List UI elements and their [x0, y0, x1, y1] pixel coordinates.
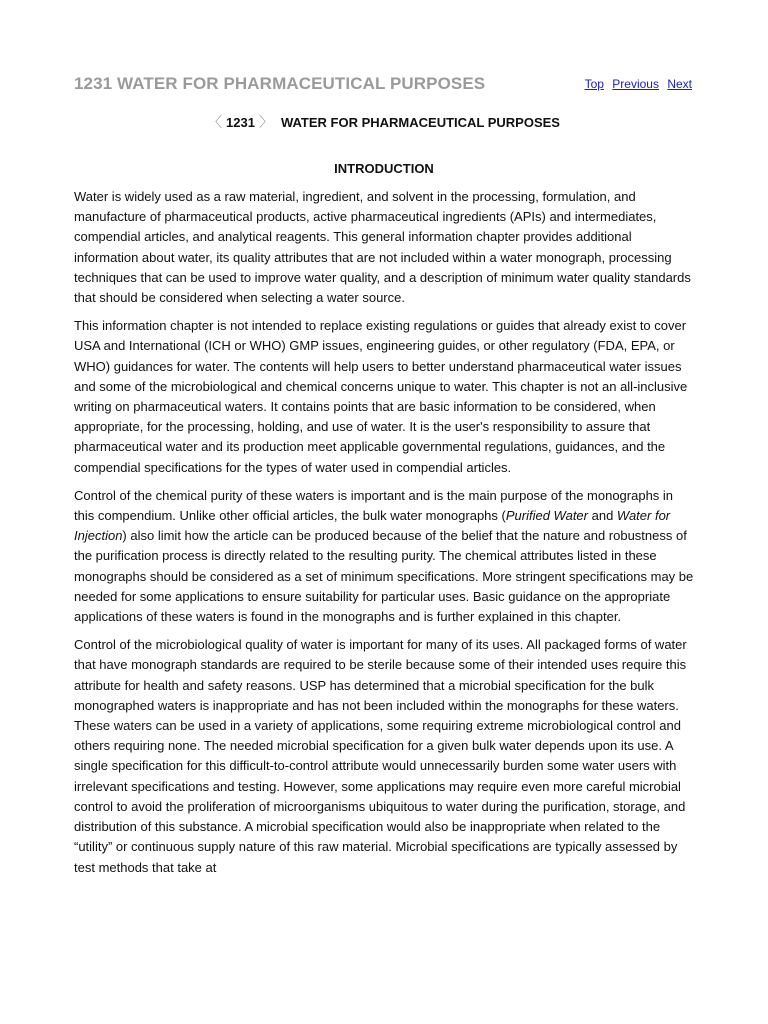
- chapter-number: 1231: [226, 115, 255, 130]
- purified-water-term: Purified Water: [505, 508, 588, 524]
- nav-next-link[interactable]: Next: [667, 77, 692, 91]
- chapter-close-bracket: 〉: [258, 114, 273, 130]
- water-for-injection-term: Water for Injection: [74, 508, 671, 544]
- section-heading: INTRODUCTION: [334, 161, 434, 176]
- paragraph-3-part-3: ) also limit how the article can be produced because of the belief that the nature and robustness of the purification process is directly related to the resulting purity. The chemical attributes listed in these monographs should be considered as a set of minimum specifications. More stringent specifications may be needed for some applications to ensure suitability for particular uses. Basic guidance on the appropriate applications of these waters is found in the monographs and is further explained in this chapter.: [74, 528, 694, 625]
- body-text: [74, 187, 694, 886]
- paragraph-4: Control of the microbiological quality of water is important for many of its uses. All packaged forms of water that have monograph standards are required to be sterile because some of their intended uses require this attribute for health and safety reasons. USP has determined that a microbial specification for the bulk monographed waters is inappropriate and has not been included within the monographs for these waters. These waters can be used in a variety of applications, some requiring extreme microbiological control and others requiring none. The needed microbial specification for a given bulk water depends upon its use. A single specification for this difficult-to-control attribute would unnecessarily burden some water users with irrelevant specifications and testing. However, some applications may require even more careful microbial control to avoid the proliferation of microorganisms ubiquitous to water during the purification, storage, and distribution of this substance. A microbial specification would also be inappropriate when related to the “utility” or continuous supply nature of this raw material. Microbial specifications are typically assessed by test methods that take at: [74, 637, 687, 875]
- page-header: [74, 74, 694, 100]
- nav-previous-link[interactable]: Previous: [612, 77, 659, 91]
- paragraph-2: This information chapter is not intended to replace existing regulations or guides that already exist to cover USA and International (ICH or WHO) GMP issues, engineering guides, or other regulatory (FDA, EPA, or WHO) guidances for water. The contents will help users to better understand pharmaceutical water issues and some of the microbiological and chemical concerns unique to water. This chapter is not an all-inclusive writing on pharmaceutical waters. It contains points that are basic information to be considered, when appropriate, for the processing, holding, and use of water. It is the user's responsibility to assure that pharmaceutical water and its production meet applicable governmental regulations, guidances, and the compendial specifications for the types of water used in compendial articles.: [74, 318, 688, 475]
- chapter-heading: [74, 112, 694, 132]
- document-title: 1231 WATER FOR PHARMACEUTICAL PURPOSES: [74, 74, 486, 93]
- navigation-links: [580, 77, 692, 91]
- paragraph-3: [74, 486, 694, 627]
- paragraph-3-part-1: Control of the chemical purity of these waters is important and is the main purpose of the monographs in this compendium. Unlike other official articles, the bulk water monographs (: [74, 487, 674, 524]
- paragraph-1: Water is widely used as a raw material, ingredient, and solvent in the processing, formulation, and manufacture of pharmaceutical products, active pharmaceutical ingredients (APIs) and intermediates, compendial articles, and analytical reagents. This general information chapter provides additional information about water, its quality attributes that are not included within a water monograph, processing techniques that can be used to improve water quality, and a description of minimum water quality standards that should be considered when selecting a water source.: [74, 189, 691, 306]
- paragraph-3-part-2: and: [588, 508, 617, 524]
- chapter-title: WATER FOR PHARMACEUTICAL PURPOSES: [280, 115, 560, 130]
- nav-top-link[interactable]: Top: [584, 77, 604, 91]
- chapter-open-bracket: 〈: [208, 114, 223, 130]
